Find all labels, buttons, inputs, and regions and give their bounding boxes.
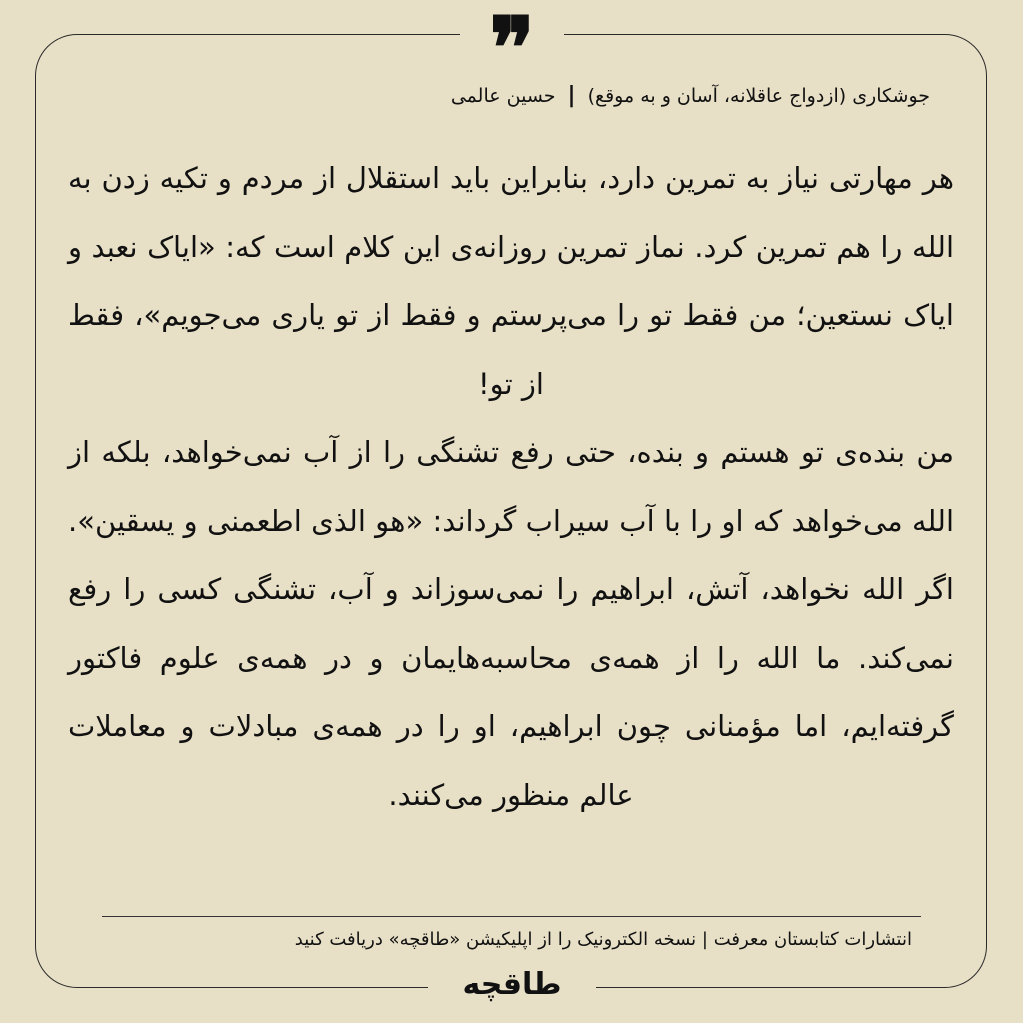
paragraph-2: من بنده‌ی تو هستم و بنده، حتی رفع تشنگی را از آب نمی‌خواهد، بلکه از الله می‌خواهد که او را با آب سیراب گرداند: «هو الذی اطعمنی و یسقین». اگر الله نخواهد، آتش، ابراهیم را نمی‌سوزاند و آب، تشنگی کسی را رفع نمی‌کند. ما الله را از همه‌ی محاسبه‌هایمان و در همه‌ی علوم فاکتور گرفته‌ایم، اما مؤمنانی چون ابراهیم، او را در همه‌ی مبادلات و معاملات عالم منظور می‌کنند. [68,435,954,812]
book-header [330,78,930,114]
quote-body [68,144,954,829]
paragraph-1: هر مهارتی نیاز به تمرین دارد، بنابراین باید استقلال از مردم و تکیه زدن به الله را هم تمرین کرد. نماز تمرین روزانه‌ی این کلام است که: «ایاک نعبد و ایاک نستعین؛ من فقط تو را می‌پرستم و فقط از تو یاری می‌جویم»، فقط از تو! [68,161,954,401]
author-name: حسین عالمی [450,85,556,107]
book-title: جوشکاری (ازدواج عاقلانه، آسان و به موقع) [587,85,930,107]
footer-divider [102,916,921,917]
quote-icon: ❞ [489,0,535,97]
header-separator: | [567,83,576,108]
taaghche-logo: طاقچه [462,967,562,1002]
publisher-footer: انتشارات کتابستان معرفت | نسخه الکترونیک را از اپلیکیشن «طاقچه» دریافت کنید [294,929,912,950]
